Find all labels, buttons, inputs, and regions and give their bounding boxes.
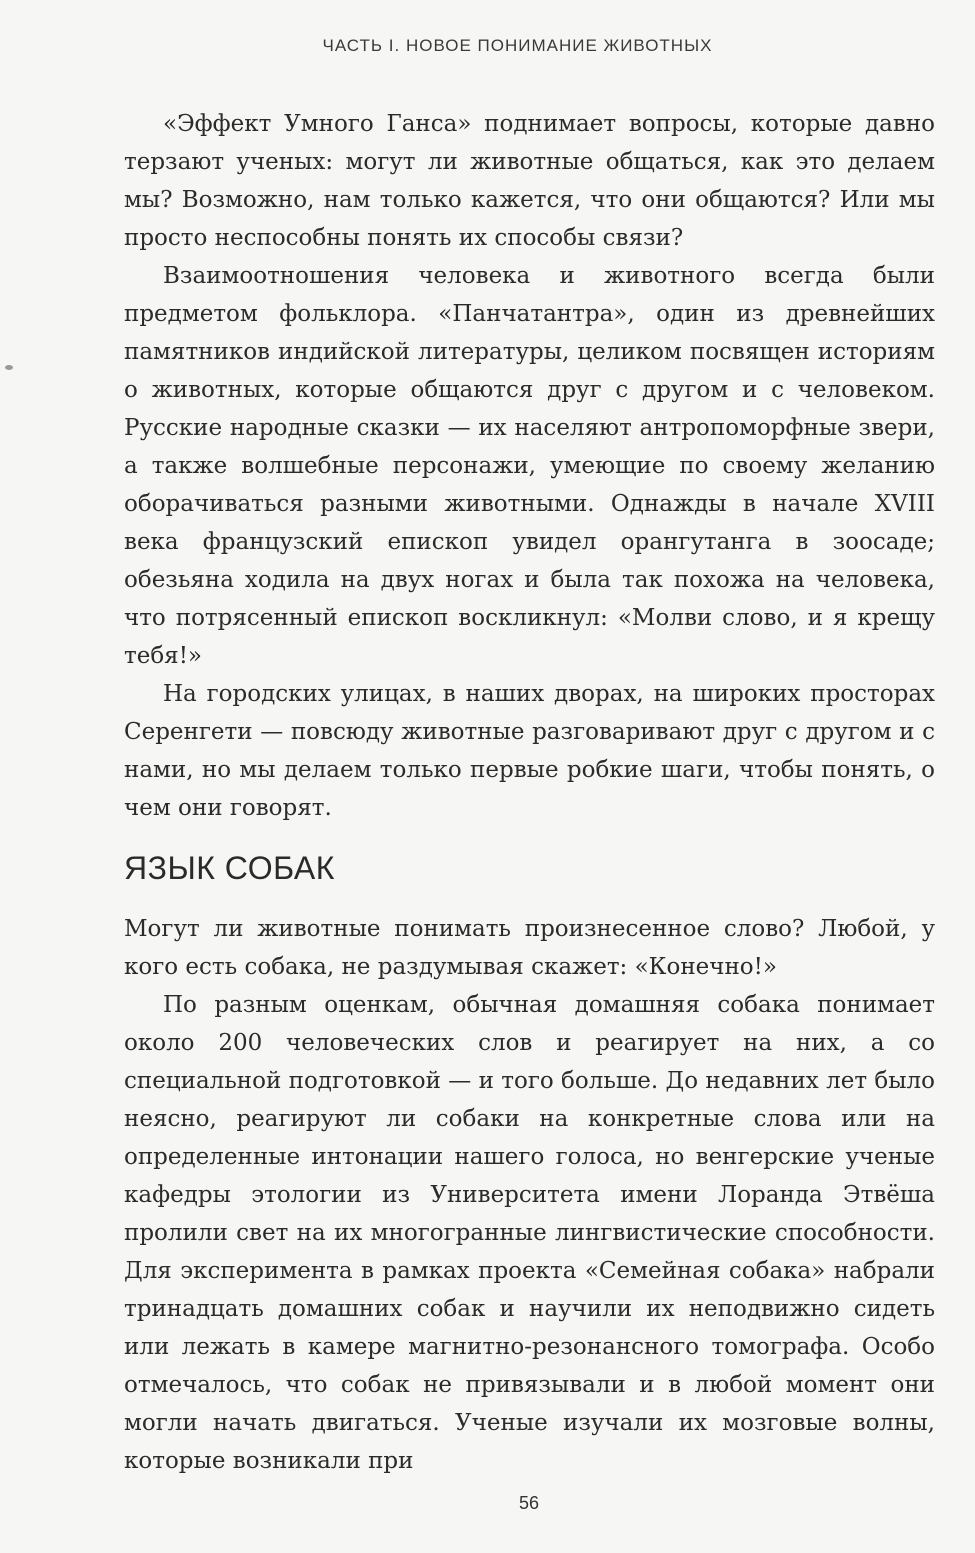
running-head: ЧАСТЬ I. НОВОЕ ПОНИМАНИЕ ЖИВОТНЫХ (322, 36, 713, 55)
paragraph: По разным оценкам, обычная домашняя собака понимает около 200 человеческих слов и реагирует на них, а со специальной подготовкой — и того больше. До недавних лет было неясно, реагируют ли собаки на конкретные слова или на определенные интонации нашего голоса, но венгерские ученые кафедры этологии из Университета имени Лоранда Этвёша пролили свет на их многогранные лингвистические способности. Для эксперимента в рамках проекта «Семейная собака» набрали тринадцать домашних собак и научили их неподвижно сидеть или лежать в камере магнитно-резонансного томографа. Особо отмечалось, что собак не привязывали и в любой момент они могли начать двигаться. Ученые изучали их мозговые волны, которые возникали при (124, 992, 935, 1474)
page-number: 56 (518, 1493, 540, 1513)
paper-speck (5, 365, 13, 370)
paragraph: Могут ли животные понимать произнесенное слово? Любой, у кого есть собака, не раздумывая скажет: «Конечно!» (124, 916, 935, 980)
paragraph: Взаимоотношения человека и животного всегда были предметом фольклора. «Панчатантра», один из древнейших памятников индийской литературы, целиком посвящен историям о животных, которые общаются друг с другом и с человеком. Русские народные сказки — их населяют антропоморфные звери, а также волшебные персонажи, умеющие по своему желанию оборачиваться разными животными. Однажды в начале XVIII века французский епископ увидел орангутанга в зоосаде; обезьяна ходила на двух ногах и была так похожа на человека, что потрясенный епископ воскликнул: «Молви слово, и я крещу тебя!» (124, 263, 935, 669)
text-block-intro (124, 105, 935, 827)
paragraph: На городских улицах, в наших дворах, на широких просторах Серенгети — повсюду животные разговаривают друг с другом и с нами, но мы делаем только первые робкие шаги, чтобы понять, о чем они говорят. (124, 681, 935, 821)
section-heading: ЯЗЫК СОБАК (124, 850, 335, 886)
text-block-dog-language (124, 910, 935, 1480)
paragraph: «Эффект Умного Ганса» поднимает вопросы, которые давно терзают ученых: могут ли животные общаться, как это делаем мы? Возможно, нам только кажется, что они общаются? Или мы просто неспособны понять их способы связи? (124, 111, 935, 251)
